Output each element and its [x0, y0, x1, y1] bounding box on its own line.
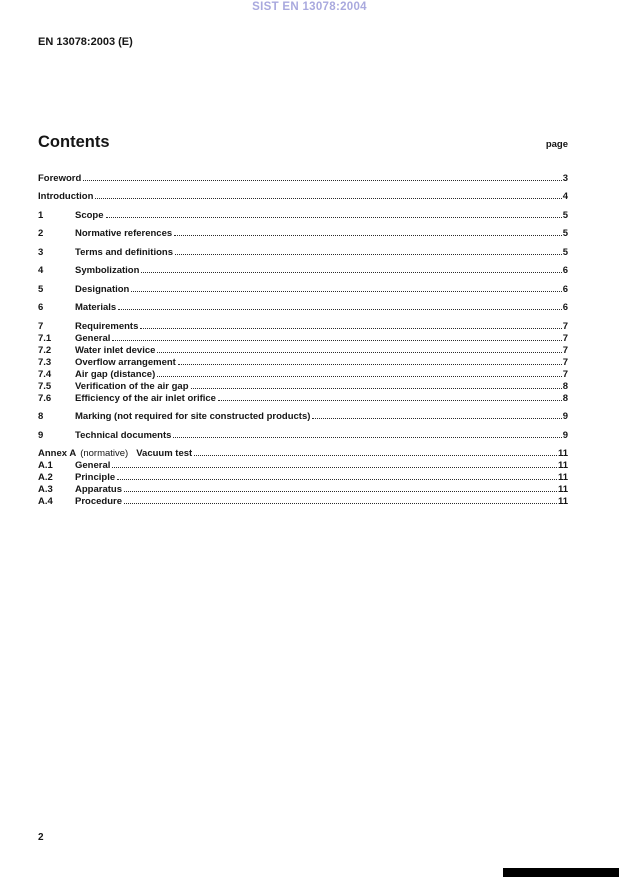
- toc-entry-label: Procedure: [75, 496, 122, 507]
- toc-entry-label: Verification of the air gap: [75, 380, 189, 392]
- toc-dot-leader: [118, 309, 562, 310]
- toc-entry-label: Normative references: [75, 228, 173, 239]
- toc-dot-leader: [95, 198, 561, 199]
- toc-entry-number: A.3: [38, 484, 53, 495]
- toc-entry-number: 7.6: [38, 392, 52, 404]
- toc-dot-leader: [218, 400, 562, 401]
- toc-entry-number: 3: [38, 246, 44, 258]
- toc-entry-label: Foreword: [38, 172, 82, 184]
- toc-dot-leader: [140, 328, 561, 329]
- toc-entry-label: Vacuum test: [136, 448, 193, 459]
- toc-dot-leader: [106, 217, 562, 218]
- toc-entry-number: A.4: [38, 496, 53, 507]
- toc-entry-number: Annex A: [38, 448, 77, 459]
- toc-entry-number: 7: [38, 320, 44, 332]
- toc-row: [38, 191, 568, 203]
- toc-row: [38, 357, 568, 369]
- toc-entry-label: General: [75, 460, 111, 471]
- toc-dot-leader: [124, 491, 557, 492]
- toc-dot-leader: [194, 455, 557, 456]
- toc-row: [38, 247, 568, 259]
- toc-dot-leader: [175, 254, 562, 255]
- toc-dot-leader: [173, 437, 561, 438]
- toc-entry-page: 3: [562, 172, 568, 184]
- toc-dot-leader: [174, 235, 562, 236]
- toc-row: [38, 210, 568, 222]
- toc-entry-page: 8: [562, 392, 568, 404]
- toc-entry-number: 9: [38, 429, 44, 441]
- toc-entry-number: A.1: [38, 460, 53, 471]
- toc-entry-note: (normative): [80, 448, 129, 459]
- toc-entry-label: Water inlet device: [75, 344, 156, 356]
- toc-entry-page: 7: [562, 368, 568, 380]
- toc-row: [38, 228, 568, 240]
- toc-entry-label: General: [75, 332, 111, 344]
- toc-entry-number: 1: [38, 209, 44, 221]
- toc-entry-page: 9: [562, 429, 568, 441]
- toc-row: [38, 284, 568, 296]
- toc-entry-page: 7: [562, 332, 568, 344]
- toc-entry-number: 7.5: [38, 380, 52, 392]
- toc-dot-leader: [117, 479, 557, 480]
- toc-dot-leader: [124, 503, 557, 504]
- toc-row: [38, 369, 568, 381]
- toc-dot-leader: [141, 272, 561, 273]
- document-reference: EN 13078:2003 (E): [38, 36, 133, 48]
- toc-row: [38, 345, 568, 357]
- toc-entry-number: A.2: [38, 472, 53, 483]
- toc-row: [38, 430, 568, 442]
- toc-entry-label: Marking (not required for site constructed products): [75, 411, 311, 422]
- toc-entry-label: Air gap (distance): [75, 368, 156, 380]
- toc-entry-number: 7.3: [38, 356, 52, 368]
- toc-entry-label: Introduction: [38, 191, 94, 202]
- toc-row: [38, 265, 568, 277]
- toc-entry-label: Principle: [75, 472, 116, 483]
- toc-entry-page: 7: [562, 320, 568, 332]
- toc-dot-leader: [312, 418, 561, 419]
- toc-row: [38, 321, 568, 333]
- toc-dot-leader: [157, 352, 561, 353]
- toc-entry-page: 11: [557, 484, 568, 495]
- toc-entry-label: Scope: [75, 209, 104, 221]
- toc-entry-number: 5: [38, 283, 44, 295]
- toc-dot-leader: [178, 364, 562, 365]
- toc-entry-page: 9: [562, 411, 568, 422]
- toc-entry-page: 7: [562, 344, 568, 356]
- toc-entry-number: 6: [38, 302, 44, 313]
- toc-entry-label: Apparatus: [75, 484, 122, 495]
- redaction-bar: [503, 868, 619, 877]
- toc-dot-leader: [83, 180, 561, 181]
- toc-entry-page: 5: [562, 246, 568, 258]
- toc-entry-number: 8: [38, 411, 44, 422]
- toc-dot-leader: [112, 467, 557, 468]
- toc-row: [38, 472, 568, 484]
- toc-entry-label: Efficiency of the air inlet orifice: [75, 392, 216, 404]
- watermark-standard-id: SIST EN 13078:2004: [252, 1, 367, 13]
- toc-entry-page: 8: [562, 380, 568, 392]
- toc-entry-number: 7.2: [38, 344, 52, 356]
- toc-entry-label: Symbolization: [75, 265, 140, 276]
- toc-row: [38, 333, 568, 345]
- toc-entry-label: Materials: [75, 302, 117, 313]
- toc-entry-page: 6: [562, 265, 568, 276]
- toc-row: [38, 393, 568, 405]
- toc-dot-leader: [157, 376, 561, 377]
- toc-entry-label: Technical documents: [75, 429, 172, 441]
- toc-row: [38, 173, 568, 185]
- toc-entry-label: Designation: [75, 283, 130, 295]
- toc-entry-page: 11: [557, 496, 568, 507]
- toc-entry-label: Overflow arrangement: [75, 356, 176, 368]
- toc-entry-label: Requirements: [75, 320, 139, 332]
- table-of-contents: [38, 166, 568, 508]
- toc-entry-number: 2: [38, 228, 44, 239]
- toc-entry-page: 11: [557, 472, 568, 483]
- toc-row: [38, 411, 568, 423]
- toc-entry-page: 5: [562, 228, 568, 239]
- toc-entry-page: 7: [562, 356, 568, 368]
- toc-entry-page: 6: [562, 302, 568, 313]
- toc-entry-page: 5: [562, 209, 568, 221]
- page-column-label: page: [545, 139, 568, 150]
- toc-row: [38, 381, 568, 393]
- toc-entry-page: 4: [562, 191, 568, 202]
- toc-row: [38, 496, 568, 508]
- toc-row: [38, 484, 568, 496]
- toc-dot-leader: [112, 340, 561, 341]
- toc-entry-label: Terms and definitions: [75, 246, 174, 258]
- toc-dot-leader: [191, 388, 562, 389]
- toc-dot-leader: [131, 291, 561, 292]
- toc-entry-number: 7.4: [38, 368, 52, 380]
- toc-row: [38, 448, 568, 460]
- toc-row: [38, 460, 568, 472]
- contents-title: Contents: [38, 133, 110, 151]
- toc-entry-number: 4: [38, 265, 44, 276]
- toc-entry-page: 11: [557, 448, 568, 459]
- page-number: 2: [38, 832, 44, 843]
- toc-entry-page: 11: [557, 460, 568, 471]
- toc-entry-number: 7.1: [38, 332, 52, 344]
- toc-entry-page: 6: [562, 283, 568, 295]
- contents-header: [38, 133, 568, 152]
- toc-row: [38, 302, 568, 314]
